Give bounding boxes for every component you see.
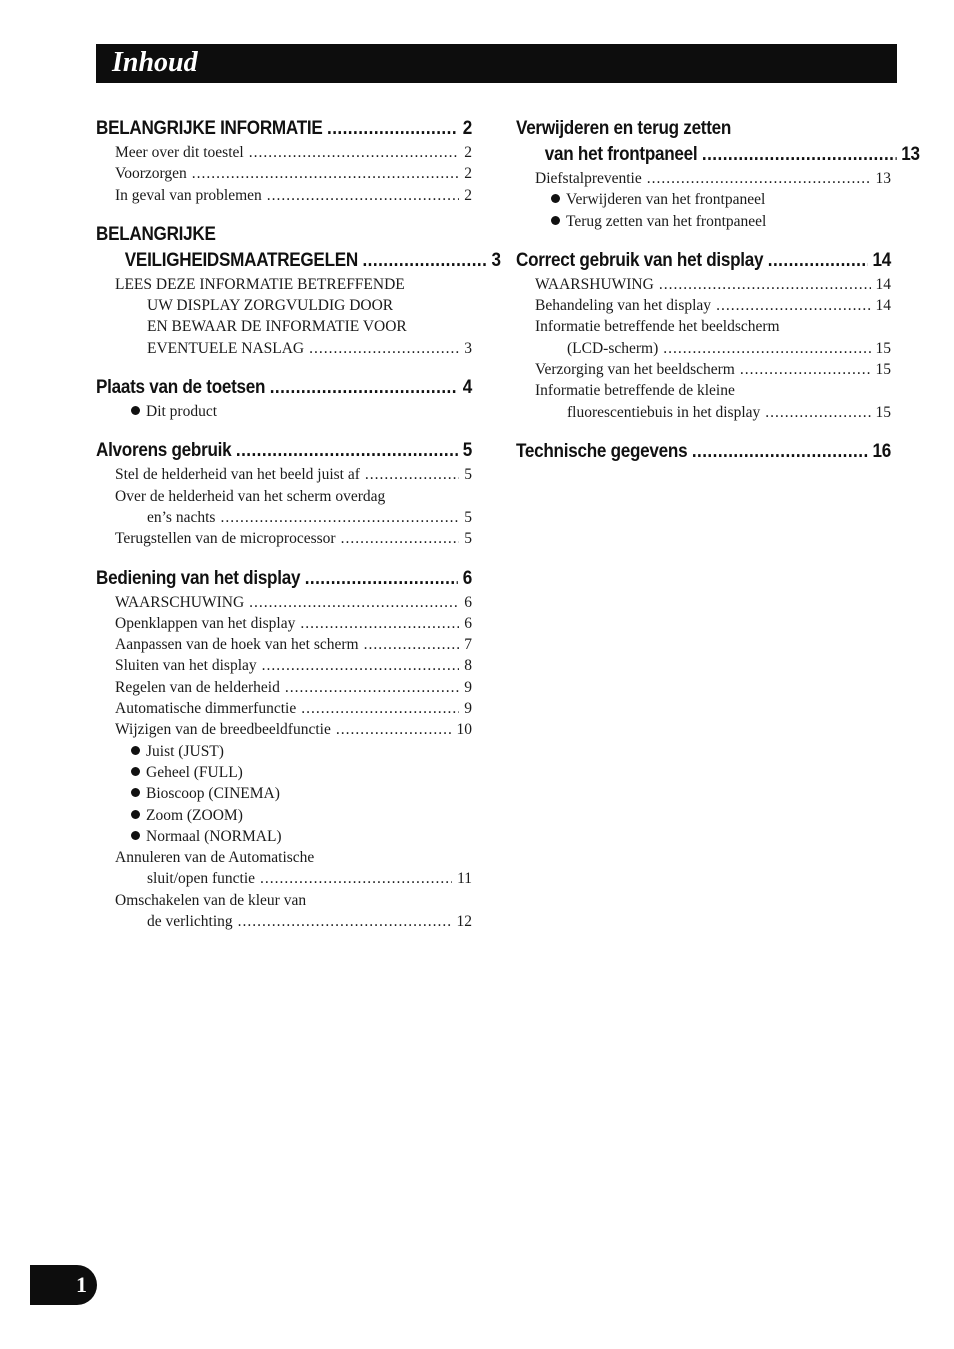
toc-bullet[interactable]: Juist (JUST) [96,741,472,762]
toc-bullet[interactable]: Verwijderen van het frontpaneel [516,189,891,210]
toc-entry-line: Informatie betreffende het beeldscherm [535,318,780,336]
toc-entry[interactable]: Sluiten van het display ..... 8 [96,655,472,676]
toc-heading-line[interactable]: BELANGRIJKE [96,223,216,245]
toc-entry[interactable]: EVENTUELE NASLAG ..... 3 [96,338,472,359]
toc-section-plaats-van-de-toetsen [96,375,472,422]
page-number-tab [30,1265,97,1305]
toc-entry-line: Over de helderheid van het scherm overdag [115,487,386,505]
bullet-icon [551,216,560,225]
bullet-icon [131,788,140,797]
toc-entry-line: Omschakelen van de kleur van [115,891,307,909]
toc-entry[interactable]: Voorzorgen ..... 2 [96,163,472,184]
page-number: 1 [76,1272,87,1297]
toc-entry[interactable]: WAARSHUWING ..... 14 [516,274,891,295]
bullet-icon [131,831,140,840]
toc-section-bediening-van-het-display [96,566,472,933]
toc-heading[interactable]: Alvorens gebruik ..... 5 [96,438,472,464]
toc-entry[interactable]: fluorescentiebuis in het display ..... 15 [516,402,891,423]
toc-heading[interactable]: VEILIGHEIDSMAATREGELEN ..... 3 [96,248,501,274]
toc-heading[interactable]: Technische gegevens ..... 16 [516,439,891,465]
toc-section-technische-gegevens [516,439,891,465]
title-bar [96,44,897,83]
toc-bullet[interactable]: Terug zetten van het frontpaneel [516,211,891,232]
toc-entry[interactable]: Verzorging van het beeldscherm ..... 15 [516,359,891,380]
toc-entry[interactable]: Aanpassen van de hoek van het scherm ..... 7 [96,634,472,655]
toc-bullet[interactable]: Normaal (NORMAL) [96,826,472,847]
toc-bullet[interactable]: Dit product [96,401,472,422]
toc-entry[interactable]: Meer over dit toestel ..... 2 [96,142,472,163]
toc-entry[interactable]: Wijzigen van de breedbeeldfunctie ..... 10 [96,719,472,740]
toc-entry[interactable]: en’s nachts ..... 5 [96,507,472,528]
toc-section-frontpaneel [516,116,920,232]
bullet-icon [131,767,140,776]
bullet-icon [131,406,140,415]
toc-right-column [516,116,920,465]
toc-section-alvorens-gebruik [96,438,472,549]
toc-entry-line: EN BEWAAR DE INFORMATIE VOOR [147,318,407,336]
toc-section-correct-gebruik [516,248,891,423]
toc-entry[interactable]: Stel de helderheid van het beeld juist af ..... 5 [96,464,472,485]
toc-entry-line: UW DISPLAY ZORGVULDIG DOOR [147,297,394,315]
toc-entry[interactable]: WAARSCHUWING ..... 6 [96,592,472,613]
toc-entry[interactable]: sluit/open functie ..... 11 [96,868,472,889]
toc-entry[interactable]: Automatische dimmerfunctie ..... 9 [96,698,472,719]
toc-heading[interactable]: Bediening van het display ..... 6 [96,566,472,592]
bullet-icon [131,810,140,819]
toc-entry[interactable]: Behandeling van het display ..... 14 [516,295,891,316]
toc-heading[interactable]: Plaats van de toetsen ..... 4 [96,375,472,401]
toc-entry[interactable]: Openklappen van het display ..... 6 [96,613,472,634]
toc-entry[interactable]: de verlichting ..... 12 [96,911,472,932]
toc-entry-line: Informatie betreffende de kleine [535,382,735,400]
toc-entry-line: Annuleren van de Automatische [115,849,315,867]
toc-entry[interactable]: Regelen van de helderheid ..... 9 [96,677,472,698]
toc-section-veiligheidsmaatregelen [96,222,501,359]
toc-bullet[interactable]: Zoom (ZOOM) [96,805,472,826]
page-title: Inhoud [112,47,198,78]
bullet-icon [131,746,140,755]
toc-entry[interactable]: In geval van problemen ..... 2 [96,185,472,206]
toc-entry-line: LEES DEZE INFORMATIE BETREFFENDE [115,275,405,293]
toc-heading[interactable]: van het frontpaneel ..... 13 [516,142,920,168]
bullet-icon [551,194,560,203]
toc-heading[interactable]: Correct gebruik van het display ..... 14 [516,248,891,274]
toc-entry[interactable]: Diefstalpreventie ..... 13 [516,168,891,189]
toc-heading-line[interactable]: Verwijderen en terug zetten [516,118,732,139]
toc-bullet[interactable]: Bioscoop (CINEMA) [96,783,472,804]
toc-entry[interactable]: (LCD-scherm) ..... 15 [516,338,891,359]
toc-left-column [96,116,501,932]
toc-heading[interactable]: BELANGRIJKE INFORMATIE ..... 2 [96,116,472,142]
toc-entry[interactable]: Terugstellen van de microprocessor ..... 5 [96,528,472,549]
toc-bullet[interactable]: Geheel (FULL) [96,762,472,783]
toc-section-belangrijke-informatie [96,116,472,206]
